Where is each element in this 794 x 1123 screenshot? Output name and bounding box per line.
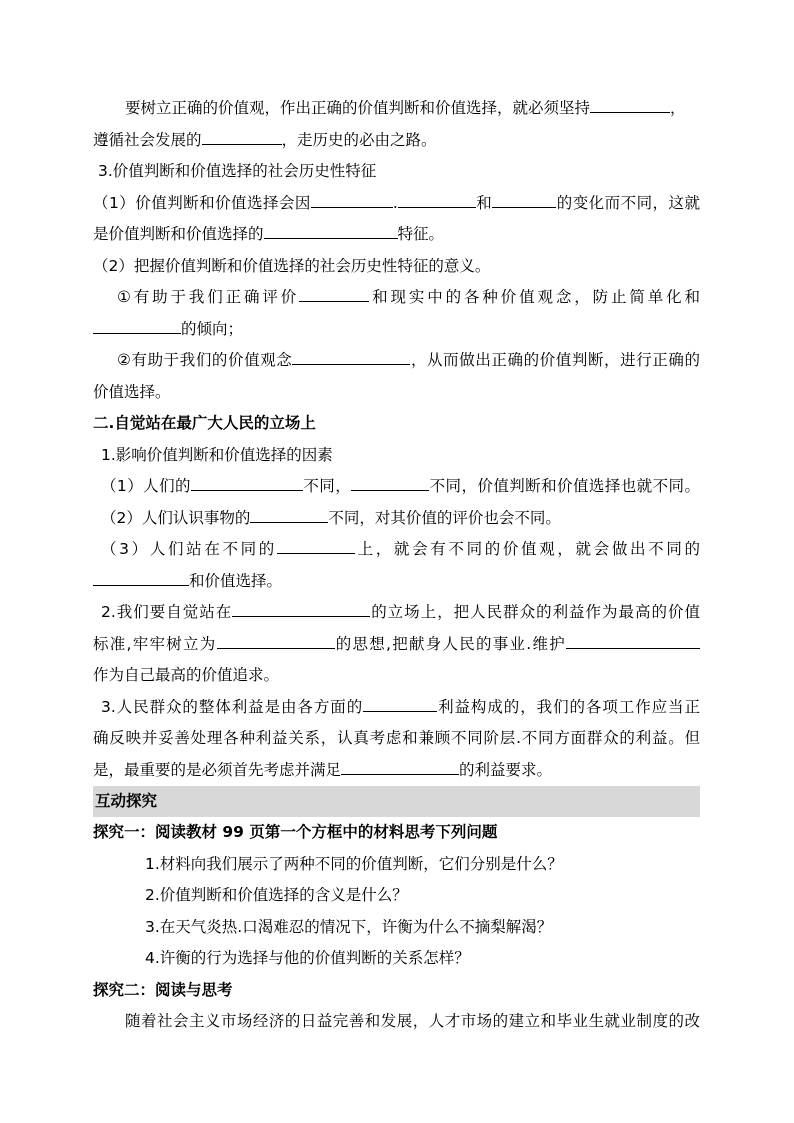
fill-blank[interactable]: [292, 349, 410, 365]
question-item: 1.材料向我们展示了两种不同的价值判断，它们分别是什么？: [145, 854, 563, 873]
question-item: 4.许衡的行为选择与他的价值判断的关系怎样？: [145, 949, 470, 967]
fill-blank[interactable]: [232, 601, 370, 617]
fill-blank[interactable]: [351, 475, 429, 491]
exploration-2-heading: 探究二：阅读与思考: [93, 980, 233, 999]
para-line-9: ②有助于我们的价值观念 ，从而做出正确的价值判断，进行正确的: [117, 351, 700, 369]
para-line-21: 确反映并妥善处理各种利益关系，认真考虑和兼顾不同阶层.不同方面群众的利益。但: [93, 729, 700, 747]
fill-blank[interactable]: [398, 192, 476, 208]
fill-blank[interactable]: [492, 192, 556, 208]
question-item: 2.价值判断和价值选择的含义是什么？: [145, 886, 408, 904]
para-line-4: （1）价值判断和价值选择会因 . 和 的变化而不同，这就: [93, 193, 700, 212]
para-line-10: 价值选择。: [93, 382, 171, 401]
para-line-8: 的倾向；: [93, 314, 700, 346]
para-line-18: 标准,牢牢树立为 的思想,把献身人民的事业.维护: [93, 629, 700, 661]
para-line-6: （2）把握价值判断和价值选择的社会历史性特征的意义。: [93, 256, 491, 275]
section-heading-2: 二.自觉站在最广大人民的立场上: [93, 414, 316, 432]
question-item: 3.在天气炎热.口渴难忍的情况下，许衡为什么不摘梨解渴？: [145, 917, 553, 936]
para-line-2: 遵循社会发展的 ，走历史的必由之路。: [93, 130, 437, 149]
para-line-17: 2.我们要自觉站在 的立场上，把人民群众的利益作为最高的价值: [101, 603, 700, 621]
section-heading-3: 3.价值判断和价值选择的社会历史性特征: [98, 162, 377, 180]
para-line-last: 随着社会主义市场经济的日益完善和发展，人才市场的建立和毕业生就业制度的改: [125, 1012, 700, 1030]
fill-blank[interactable]: [93, 570, 189, 586]
fill-blank[interactable]: [277, 538, 355, 554]
section-bar-interactive: 互动探究: [93, 786, 700, 817]
fill-blank[interactable]: [93, 318, 181, 334]
para-line-14: （2）人们认识事物的 不同，对其价值的评价也会不同。: [101, 508, 561, 527]
fill-blank[interactable]: [311, 192, 393, 208]
fill-blank[interactable]: [217, 633, 335, 649]
para-line-20: 3.人民群众的整体利益是由各方面的 利益构成的，我们的各项工作应当正: [101, 697, 700, 716]
para-line-19: 作为自己最高的价值追求。: [93, 666, 280, 684]
para-line-13: （1）人们的 不同， 不同，价值判断和价值选择也就不同。: [101, 477, 700, 495]
para-line-15: （3）人们站在不同的 上，就会有不同的价值观，就会做出不同的: [101, 540, 700, 558]
fill-blank[interactable]: [363, 696, 437, 712]
fill-blank[interactable]: [191, 475, 303, 491]
exploration-1-heading: 探究一：阅读教材 99 页第一个方框中的材料思考下列问题: [93, 823, 498, 841]
para-line-7: ①有助于我们正确评价 和现实中的各种价值观念，防止简单化和: [117, 288, 700, 306]
fill-blank[interactable]: [202, 129, 282, 145]
fill-blank[interactable]: [299, 286, 369, 302]
para-line-5: 是价值判断和价值选择的 特征。: [93, 225, 445, 243]
fill-blank[interactable]: [341, 759, 459, 775]
para-line-16: 和价值选择。: [93, 566, 700, 598]
para-line-12: 1.影响价值判断和价值选择的因素: [101, 445, 333, 464]
fill-blank[interactable]: [566, 633, 700, 649]
worksheet-page: [93, 93, 700, 1038]
fill-blank[interactable]: [250, 507, 328, 523]
para-line-22: 是，最重要的是必须首先考虑并满足 的利益要求。: [93, 760, 553, 779]
fill-blank[interactable]: [264, 223, 398, 239]
fill-blank[interactable]: [590, 97, 670, 113]
para-line-1: 要树立正确的价值观，作出正确的价值判断和价值选择，就必须坚持 ，: [125, 99, 686, 117]
